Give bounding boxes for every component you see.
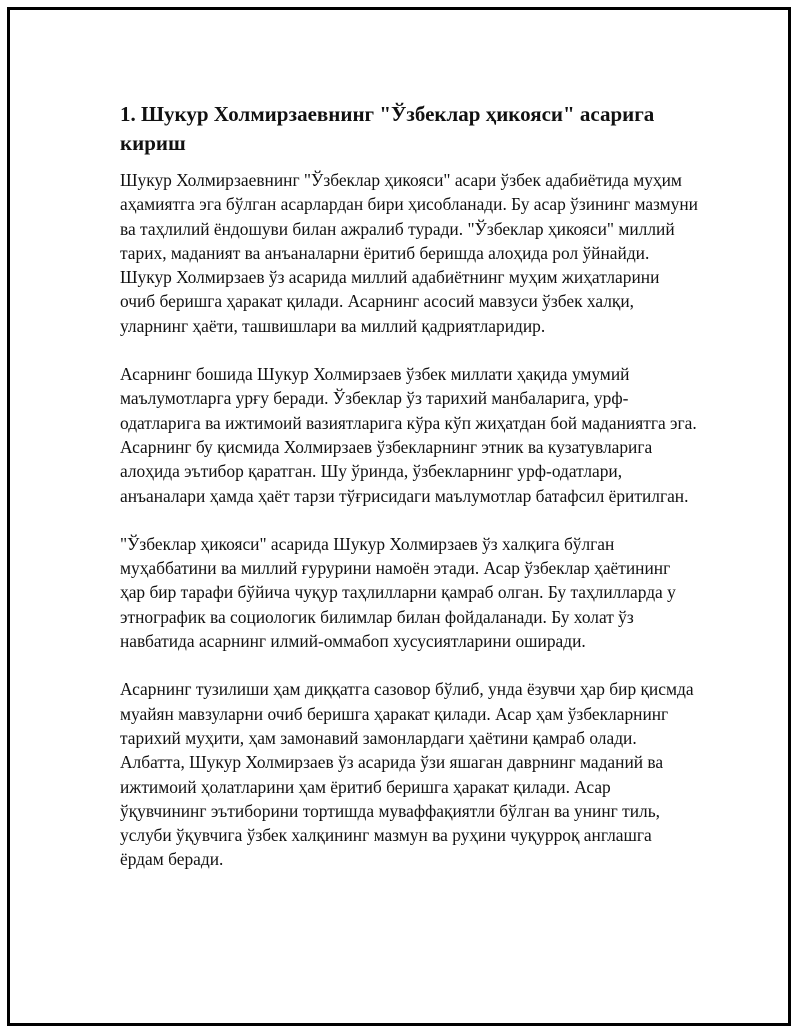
section-title: 1. Шукур Холмирзаевнинг "Ўзбеклар ҳикояси" асарига кириш	[120, 102, 655, 155]
paragraph-2: Асарнинг бошида Шукур Холмирзаев ўзбек миллати ҳақида умумий маълумотларга урғу беради. Ўзбеклар ўз тарихий манбаларига, урф-одатларига ва ижтимоий вазиятларига кўра кўп жиҳатдан бой маданиятга эга. Асарнинг бу қисмида Холмирзаев ўзбекларнинг этник ва кузатувларига алоҳида эътибор қаратган. Шу ўринда, ўзбекларнинг урф-одатлари, анъаналари ҳамда ҳаёт тарзи тўғрисидаги маълумотлар батафсил ёритилган.	[120, 364, 697, 506]
paragraph-1: Шукур Холмирзаевнинг "Ўзбеклар ҳикояси" асари ўзбек адабиётида муҳим аҳамиятга эга бўлган асарлардан бири ҳисобланади. Бу асар ўзининг мазмуни ва таҳлилий ёндошуви билан ажралиб туради. "Ўзбеклар ҳикояси" миллий тарих, маданият ва анъаналарни ёритиб беришда алоҳида рол ўйнайди. Шукур Холмирзаев ўз асарида миллий адабиётнинг муҳим жиҳатларини очиб беришга ҳаракат қилади. Асарнинг асосий мавзуси ўзбек халқи, уларнинг ҳаёти, ташвишлари ва миллий қадриятларидир.	[120, 170, 698, 336]
paragraph-4: Асарнинг тузилиши ҳам диққатга сазовор бўлиб, унда ёзувчи ҳар бир қисмда муайян мавзуларни очиб беришга ҳаракат қилади. Асар ҳам ўзбекларнинг тарихий муҳити, ҳам замонавий замонлардаги ҳаётини қамраб олади. Албатта, Шукур Холмирзаев ўз асарида ўзи яшаган даврнинг маданий ва ижтимоий ҳолатларини ҳам ёритиб беришга ҳаракат қилади. Асар ўқувчининг эътиборини тортишда муваффақиятли бўлган ва унинг тиль, услуби ўқувчига ўзбек халқининг мазмун ва руҳини чуқурроқ англашга ёрдам беради.	[120, 679, 694, 870]
paragraph-3: "Ўзбеклар ҳикояси" асарида Шукур Холмирзаев ўз халқига бўлган муҳаббатини ва миллий ғурурини намоён этади. Асар ўзбеклар ҳаётининг ҳар бир тарафи бўйича чуқур таҳлилларни қамраб олган. Бу таҳлилларда у этнографик ва социологик билимлар билан фойдаланади. Бу холат ўз навбатида асарнинг илмий-оммабоп хусусиятларини оширади.	[120, 533, 676, 652]
document-body	[120, 100, 698, 896]
page-frame	[7, 7, 791, 1026]
